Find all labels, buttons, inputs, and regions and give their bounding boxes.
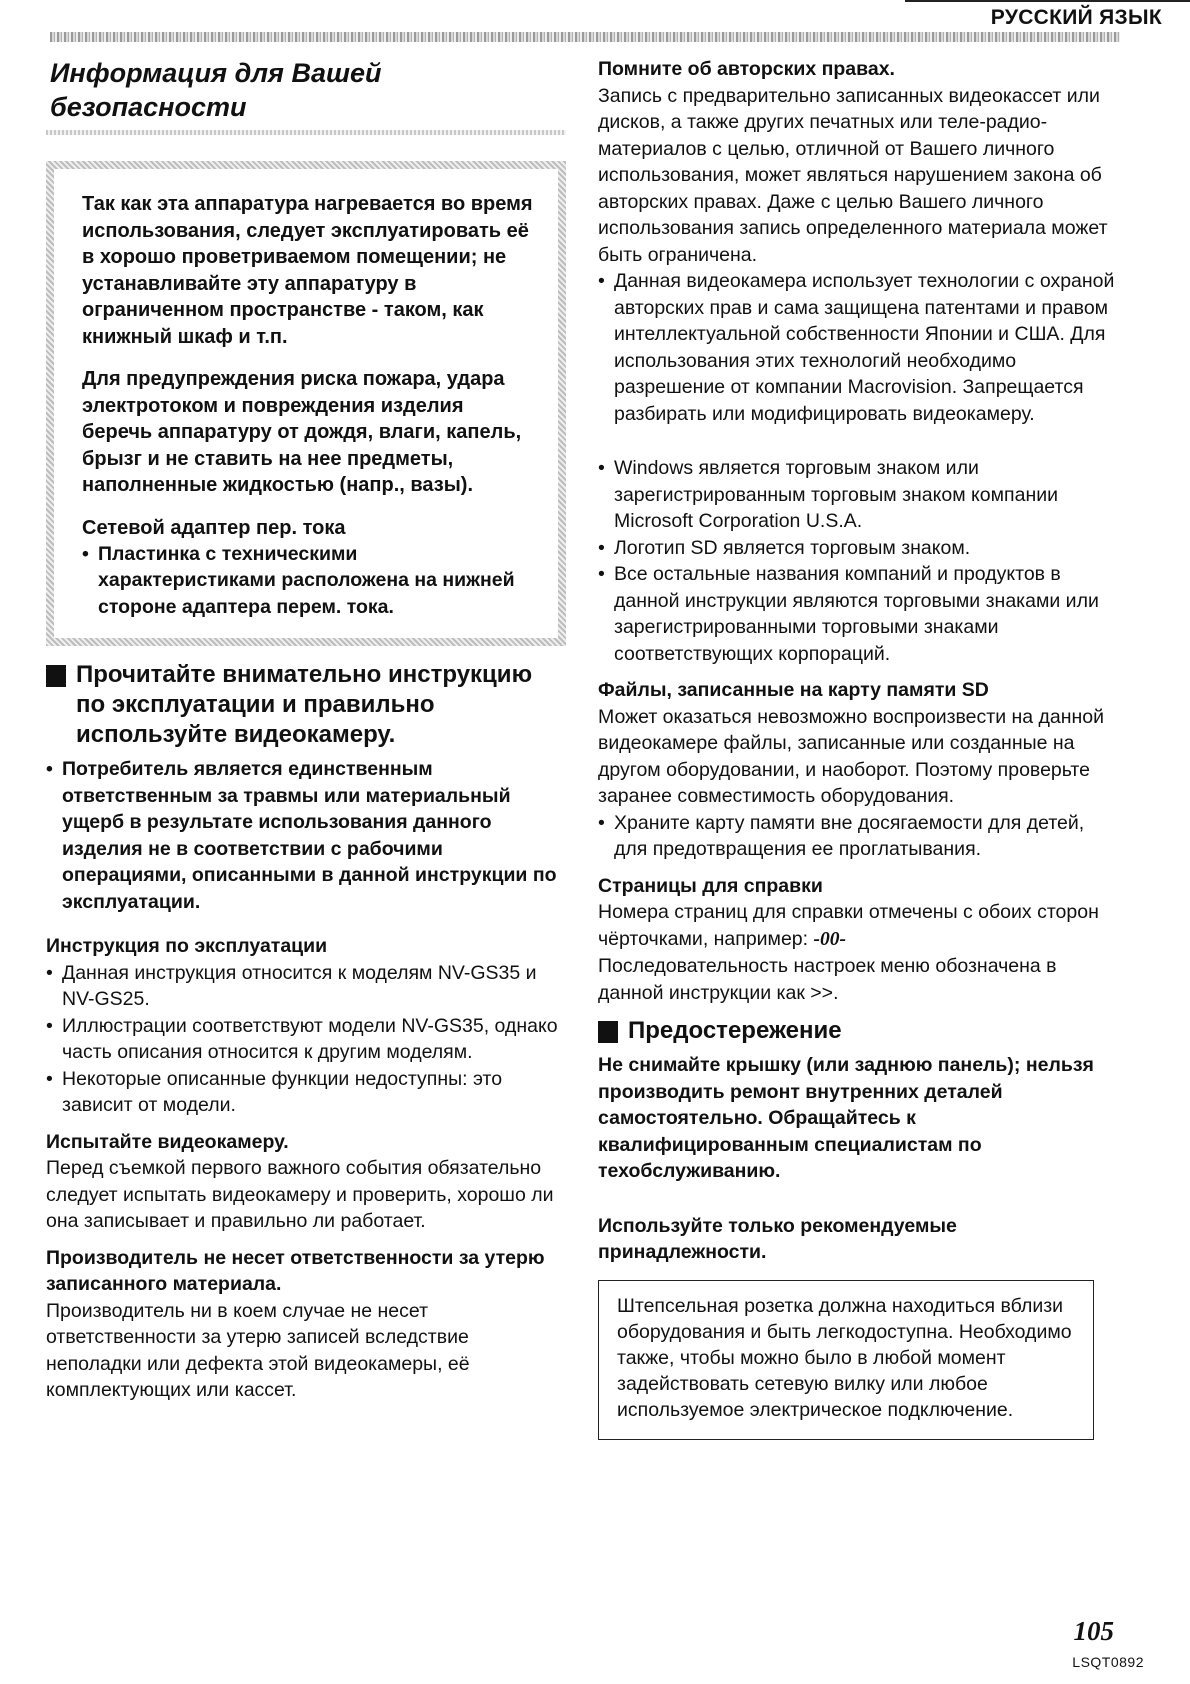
bullet-icon: •: [598, 457, 605, 479]
read-instructions-heading: Прочитайте внимательно инструкцию по эксплуатации и правильно используйте видеокамеру.: [46, 660, 566, 750]
caution-text: Не снимайте крышку (или заднюю панель); нельзя производить ремонт внутренних деталей самостоятельно. Обращайтесь к квалифицированным специалистам по техобслуживанию.: [598, 1054, 1094, 1182]
title-rule: [46, 130, 566, 135]
bullet-icon: •: [46, 758, 53, 780]
liability-text: Производитель ни в коем случае не несет ответственности за утерю записей вследствие неполадки или дефекта этой видеокамеры, её комплектующих или кассет.: [46, 1299, 470, 1401]
bullet-icon: •: [598, 270, 605, 292]
fire-warning: Для предупреждения риска пожара, удара электротоком и повреждения изделия беречь аппаратуру от дождя, влаги, капель, брызг и не ставить на нее предметы, наполненные жидкостью (напр., вазы).: [82, 368, 522, 496]
trademark-bullet: • Все остальные названия компаний и продуктов в данной инструкции являются торговыми знаками или зарегистрированными торговыми знаками соответствующих корпораций.: [598, 561, 1118, 667]
header-rule: [905, 0, 1190, 2]
trademark-bullet: • Windows является торговым знаком или зарегистрированным торговым знаком компании Microsoft Corporation U.S.A.: [598, 455, 1118, 535]
adapter-title: Сетевой адаптер пер. тока: [82, 516, 346, 539]
heat-warning: Так как эта аппаратура нагревается во время использования, следует эксплуатировать её в хорошо проветриваемом помещении; не устанавливайте эту аппаратуру в ограниченном пространстве - таком, как книжный шкаф и т.п.: [82, 193, 533, 348]
accessories-text: Используйте только рекомендуемые принадлежности.: [598, 1214, 957, 1263]
bullet-icon: •: [46, 1014, 53, 1037]
right-column: [598, 56, 1118, 1440]
liability-title: Производитель не несет ответственности за утерю записанного материала.: [46, 1246, 545, 1295]
section-title: Информация для Вашей безопасности: [50, 58, 382, 122]
header-band: [50, 32, 1120, 42]
test-title: Испытайте видеокамеру.: [46, 1130, 289, 1153]
copyright-title: Помните об авторских правах.: [598, 58, 895, 80]
manual-bullet: • Некоторые описанные функции недоступны: это зависит от модели.: [46, 1066, 566, 1119]
menu-text: Последовательность настроек меню обозначена в данной инструкции как >>.: [598, 955, 1057, 1004]
socket-notice: Штепсельная розетка должна находиться вблизи оборудования и быть легкодоступна. Необходимо также, чтобы можно было в любой момент задействовать сетевую вилку или любое используемое электрическое подключение.: [617, 1294, 1072, 1421]
square-marker-icon: [46, 665, 66, 687]
test-text: Перед съемкой первого важного события обязательно следует испытать видеокамеру и проверить, хорошо ли она записывает и правильно ли работает.: [46, 1157, 554, 1232]
socket-notice-box: [598, 1280, 1094, 1440]
sd-title: Файлы, записанные на карту памяти SD: [598, 679, 989, 701]
reference-text: Номера страниц для справки отмечены с обоих сторон чёрточками, например: -00-: [598, 901, 1099, 950]
adapter-bullet: • Пластинка с техническими характеристиками расположена на нижней стороне адаптера перем. тока.: [82, 541, 538, 621]
bullet-icon: •: [46, 1067, 53, 1090]
page-ref-example: -00-: [813, 928, 846, 950]
bullet-icon: •: [82, 542, 89, 565]
copyright-text: Запись с предварительно записанных видеокассет или дисков, а также других печатных или теле-радио-материалов с целью, отличной от Вашего личного использования, может являться нарушением закона об авторских правах. Даже с целью Вашего личного использования запись определенного материала может быть ограничена.: [598, 84, 1108, 266]
sd-bullet: • Храните карту памяти вне досягаемости для детей, для предотвращения ее проглатывания.: [598, 810, 1118, 863]
bullet-icon: •: [598, 811, 605, 834]
sd-text: Может оказаться невозможно воспроизвести на данной видеокамере файлы, записанные или созданные на другом оборудовании, и наоборот. Поэтому проверьте заранее совместимость оборудования.: [598, 705, 1105, 807]
safety-warning-box: [46, 161, 566, 646]
bullet-icon: •: [598, 563, 605, 585]
trademark-bullet: • Логотип SD является торговым знаком.: [598, 535, 1118, 562]
responsibility-bullet: • Потребитель является единственным ответственным за травмы или материальный ущерб в результате использования данного изделия не в соответствии с рабочими операциями, описанными в данной инструкции по эксплуатации.: [46, 756, 566, 915]
square-marker-icon: [598, 1021, 618, 1043]
document-code: LSQT0892: [1072, 1654, 1144, 1670]
page-number: 105: [1073, 1616, 1114, 1646]
bullet-icon: •: [46, 961, 53, 984]
manual-title: Инструкция по эксплуатации: [46, 935, 328, 957]
left-column: [46, 56, 566, 1404]
copyright-bullet: • Данная видеокамера использует технологии с охраной авторских прав и сама защищена патентами и правом интеллектуальной собственности Японии и США. Для использования этих технологий необходимо разрешение от компании Macrovision. Запрещается разбирать или модифицировать видеокамеру.: [598, 268, 1118, 427]
language-label: РУССКИЙ ЯЗЫК: [990, 6, 1162, 29]
caution-heading: Предостережение: [598, 1016, 1118, 1046]
bullet-icon: •: [598, 536, 605, 559]
manual-bullet: • Данная инструкция относится к моделям NV-GS35 и NV-GS25.: [46, 960, 566, 1013]
reference-title: Страницы для справки: [598, 874, 823, 897]
manual-bullet: • Иллюстрации соответствуют модели NV-GS35, однако часть описания относится к другим моделям.: [46, 1013, 566, 1066]
